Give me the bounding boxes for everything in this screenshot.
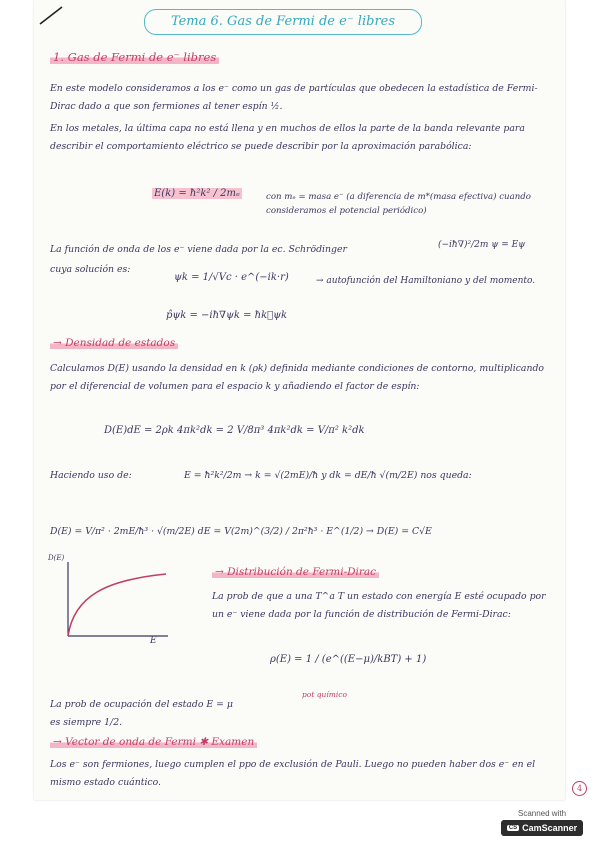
wavefunction-text: La función de onda de los e⁻ viene dada por la ec. Schrödinger <box>50 244 347 255</box>
plot-y-axis-label: D(E) <box>48 554 65 562</box>
section-heading-fermi-wavevector: → Vector de onda de Fermi ✱ Examen <box>50 736 257 748</box>
psi-equation: ψk = 1/√Vc · e^(−ik·r) <box>174 272 289 283</box>
intro-paragraph: En este modelo consideramos a los e⁻ como un gas de partículas que obedecen la estadística de Fermi-Dirac dado a que son fermiones al tener espín ½. <box>50 83 538 112</box>
schrodinger-equation: (−iħ∇)²/2m ψ = Eψ <box>438 240 526 250</box>
plot-x-axis-label: E <box>150 636 157 646</box>
chemical-potential-note: pot químico <box>302 690 347 699</box>
camscanner-watermark <box>501 809 583 836</box>
metals-paragraph: En los metales, la última capa no está llena y en muchos de ellos la parte de la banda relevante para describir el comportamiento eléctrico se puede describir por la aproximación parabólica: <box>50 123 525 152</box>
pauli-paragraph: Los e⁻ son fermiones, luego cumplen el ppo de exclusión de Pauli. Luego no pueden haber dos e⁻ en el mismo estado cuántico. <box>50 759 536 788</box>
change-variable-text: Haciendo uso de: <box>50 470 132 481</box>
pen-stroke-icon <box>38 4 66 26</box>
density-paragraph: Calculamos D(E) usando la densidad en k (ρk) definida mediante condiciones de contorno, multiplicando por el diferencial de volumen para el espacio k y añadiendo el factor de espín: <box>50 363 545 392</box>
camscanner-brand-text: CamScanner <box>522 823 578 833</box>
scanned-with-label: Scanned with <box>517 809 567 818</box>
dos-sqrt-plot <box>56 556 172 646</box>
fermi-dirac-equation: ρ(E) = 1 / (e^((E−μ)/kBT) + 1) <box>270 654 427 665</box>
psi-equation-note: → autofunción del Hamiltoniano y del momento. <box>316 276 536 286</box>
camscanner-logo-icon: CS <box>508 825 518 831</box>
dos-final-equation: D(E) = V/π² · 2mE/ħ³ · √(m/2E) dE = V(2m)^(3/2) / 2π²ħ³ · E^(1/2) → D(E) = C√E <box>50 526 432 537</box>
fermi-dirac-paragraph: La prob de que a una T^a T un estado con energía E esté ocupado por un e⁻ viene dada por la función de distribución de Fermi-Dirac: <box>212 591 546 620</box>
momentum-equation: p̂ψk = −iħ∇ψk = ħk⃗ψk <box>166 310 288 321</box>
page-number-mark: 4 <box>572 781 587 796</box>
camscanner-badge <box>501 820 583 836</box>
dos-k-equation: D(E)dE = 2ρk 4πk²dk = 2 V/8π³ 4πk²dk = V/π² k²dk <box>104 425 365 436</box>
scanned-page <box>34 0 583 800</box>
energy-equation: E(k) = ħ²k² / 2mₑ <box>154 188 240 199</box>
change-variable-equation: E = ħ²k²/2m → k = √(2mE)/ħ y dk = dE/ħ √(m/2E) nos queda: <box>184 470 472 481</box>
section-heading-fermi-dirac: → Distribución de Fermi-Dirac <box>212 566 379 578</box>
occupation-half-text: La prob de ocupación del estado E = μ es siempre 1/2. <box>50 699 233 728</box>
section-heading-density: → Densidad de estados <box>50 337 178 349</box>
solution-label: cuya solución es: <box>50 264 131 275</box>
page-title: Tema 6. Gas de Fermi de e⁻ libres <box>144 9 422 35</box>
energy-equation-note: con mₑ = masa e⁻ (a diferencia de m*(masa efectiva) cuando consideramos el potencial periódico) <box>266 192 531 216</box>
section-heading-fermi-gas: 1. Gas de Fermi de e⁻ libres <box>50 50 219 64</box>
